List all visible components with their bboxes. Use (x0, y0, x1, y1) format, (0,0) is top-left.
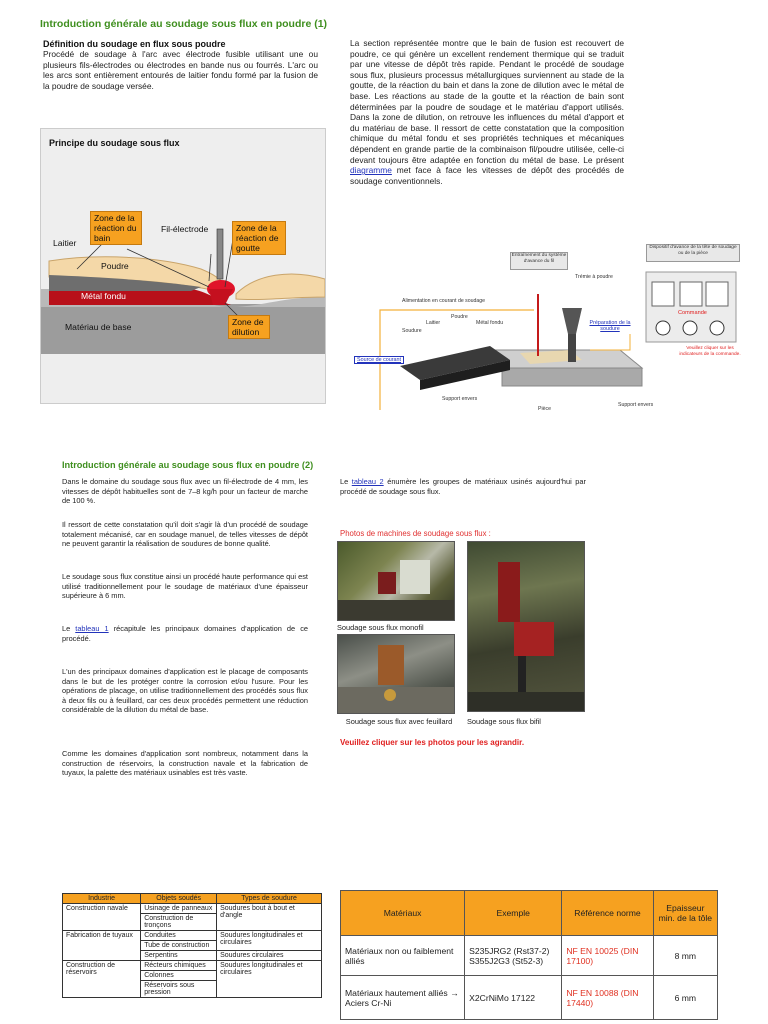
section1-title: Introduction générale au soudage sous flux en poudre (1) (40, 18, 328, 30)
t1-cell: Serpentins (141, 951, 217, 961)
t1-header: Industrie (63, 894, 141, 904)
soudure-label: Soudure (402, 328, 422, 334)
t2-header: Référence norme (562, 891, 653, 936)
section2-title: Introduction générale au soudage sous flux en poudre (2) (62, 460, 314, 470)
right-text-b: met face à face les vitesses de dépôt des procédés de soudage conventionnels. (350, 165, 624, 186)
part2-p4 (62, 624, 308, 643)
t1-cell: Soudures bout à bout et d'angle (217, 904, 322, 931)
t1-cell: Tube de construction (141, 941, 217, 951)
t2-cell: Matériaux non ou faiblement alliés (341, 936, 465, 976)
table-row (341, 976, 718, 1020)
part2-p6: Comme les domaines d'application sont nombreux, notamment dans la construction de réservoirs, la construction navale et la fabrication de tuyaux, la palette des matériaux usinables est très vaste. (62, 749, 308, 778)
t2-cell: S235JRG2 (Rst37-2) S355J2G3 (St52-3) (465, 936, 562, 976)
t2-header: Matériaux (341, 891, 465, 936)
t2-header: Epaisseur min. de la tôle (653, 891, 717, 936)
t1-cell: Soudures circulaires (217, 951, 322, 961)
photo-monofil-detail (338, 542, 454, 620)
photo-feuillard[interactable] (337, 634, 455, 714)
click-photos-note: Veuillez cliquer sur les photos pour les agrandir. (340, 738, 525, 747)
table1 (62, 893, 322, 998)
tableau2-link[interactable]: tableau 2 (351, 477, 384, 486)
t2-cell-ref: NF EN 10088 (DIN 17440) (562, 976, 653, 1020)
entrainement-label: Entraînement du système d'avance du fil (510, 252, 568, 270)
zone-goutte-label: Zone de la réaction de goutte (232, 221, 286, 255)
photo-feuillard-detail (338, 635, 454, 713)
t1-header: Objets soudés (141, 894, 217, 904)
materiau-base-label: Matériau de base (65, 322, 132, 332)
caption-bifil: Soudage sous flux bifil (467, 717, 541, 726)
definition-text: Procédé de soudage à l'arc avec électrode fusible utilisant une ou plusieurs fils-électrodes ou électrodes en bande nus ou fourrés. L'arc ou les arcs sont entièrement entourés de laitier fondu formé par la fusion de la poudre de soudage versée. (43, 49, 318, 91)
t2-cell-ref: NF EN 10025 (DIN 17100) (562, 936, 653, 976)
metal-fondu-machine-label: Métal fondu (476, 320, 504, 326)
photo-bifil[interactable] (467, 541, 585, 712)
table-row (63, 931, 322, 941)
r1-pre: Le (340, 477, 352, 486)
photo-bifil-detail (468, 542, 584, 711)
t1-cell: Colonnes (141, 971, 217, 981)
t2-header: Exemple (465, 891, 562, 936)
part2-right-text (340, 477, 586, 496)
t1-cell: Construction de réservoirs (63, 961, 141, 998)
materials-table (340, 890, 718, 1020)
weld-cross-section (41, 129, 325, 403)
t2-cell: X2CrNiMo 17122 (465, 976, 562, 1020)
t1-header: Types de soudure (217, 894, 322, 904)
alimentation-label: Alimentation en courant de soudage (402, 298, 486, 304)
caption-monofil: Soudage sous flux monofil (337, 623, 424, 632)
support-envers-2: Support envers (618, 402, 654, 408)
part2-p3: Le soudage sous flux constitue ainsi un procédé haute performance qui est utilisé traditionnellement pour le soudage de matériaux d'une épaisseur supérieure à 6 mm. (62, 572, 308, 601)
t1-cell: Soudures longitudinales et circulaires (217, 961, 322, 998)
t1-cell: Soudures longitudinales et circulaires (217, 931, 322, 951)
principle-diagram (40, 128, 326, 404)
table-row (63, 904, 322, 914)
definition-title: Définition du soudage en flux sous poudre (43, 39, 226, 49)
t1-cell: Conduites (141, 931, 217, 941)
poudre-machine-label: Poudre (451, 314, 468, 320)
t1-cell: Récteurs chimiques (141, 961, 217, 971)
preparation-link[interactable]: Préparation de la soudure (589, 320, 631, 332)
diagram-title: Principe du soudage sous flux (49, 138, 180, 148)
diagramme-link[interactable]: diagramme (350, 165, 392, 176)
t2-cell: 8 mm (653, 936, 717, 976)
piece-label: Pièce (538, 406, 551, 412)
commande-label: Commande (678, 310, 707, 316)
machine-diagram (350, 238, 742, 414)
commande-note: Veuillez cliquer sur les indicateurs de la commande. (679, 346, 741, 357)
section1-right-text (350, 38, 624, 186)
metal-fondu-label: Métal fondu (81, 291, 126, 301)
t1-cell: Construction navale (63, 904, 141, 931)
t1-cell: Usinage de panneaux (141, 904, 217, 914)
right-text-a: La section représentée montre que le bain de fusion est recouvert de poudre, ce qui génère un excellent rendement thermique qui se traduit par une vitesse de dépôt très rapide. Pendant le procédé de soudage sous flux, plusieurs processus métallurgiques surviennent au stade de la goutte, de la réaction du bain et dans la zone de dilution avec le métal de base. Les réactions au stade de la goutte et la réaction de bain sont déterminées par la poudre de soudage et le matériau d'apport utilisés. Dans la zone de dilution, on retrouve les influences du métal d'apport et du matériau de base. Il ressort de cette constatation que la composition chimique du métal fondu et ses propriétés techniques et mécaniques dépendent en grande partie de la combinaison fil/poudre utilisée, celle-ci devant toujours être adaptée en fonction du métal de base. Le présent (350, 38, 624, 165)
caption-feuillard: Soudage sous flux avec feuillard (345, 717, 453, 726)
zone-bain-label: Zone de la réaction du bain (90, 211, 142, 245)
photos-title: Photos de machines de soudage sous flux : (340, 529, 491, 538)
table-row (63, 961, 322, 971)
tableau1-link[interactable]: tableau 1 (75, 624, 109, 633)
p4-post: récapitule les principaux domaines d'application de ce procédé. (62, 624, 308, 643)
t1-cell: Fabrication de tuyaux (63, 931, 141, 961)
fil-electrode-label: Fil-électrode (161, 224, 209, 234)
table2 (340, 890, 718, 1020)
laitier-label: Laitier (53, 238, 77, 248)
p4-pre: Le (62, 624, 76, 633)
part2-p5: L'un des principaux domaines d'application est le placage de composants dans le but de les protéger contre la corrosion et/ou l'usure. Pour les opérations de placage, on utilise traditionnellement des procédés sous flux à deux fils ou à feuillard, car ces deux procédés permettent une réduction considérable de la dilution du métal de base. (62, 667, 308, 715)
t2-cell: Matériaux hautement alliés → Aciers Cr-Ni (341, 976, 465, 1020)
part2-p2: Il ressort de cette constatation qu'il doit s'agir là d'un procédé de soudage totalement mécanisé, car en soudage manuel, de telles vitesses de dépôt ne peuvent garantir la réalisation de soudures de bonne qualité. (62, 520, 308, 549)
laitier-machine-label: Laitier (426, 320, 441, 326)
r1-post: énumère les groupes de matériaux usinés aujourd'hui par procédé de soudage sous flux. (340, 477, 586, 496)
industry-table (62, 893, 322, 998)
table-row (341, 936, 718, 976)
dispositif-label: Dispositif d'avance de la tête de soudage ou de la pièce (646, 244, 740, 262)
support-envers-1: Support envers (442, 396, 478, 402)
t1-cell: Construction de tronçons (141, 914, 217, 931)
photo-monofil[interactable] (337, 541, 455, 621)
zone-dilution-label: Zone de dilution (228, 315, 270, 339)
poudre-label: Poudre (101, 261, 129, 271)
t1-cell: Réservoirs sous pression (141, 981, 217, 998)
part2-p1: Dans le domaine du soudage sous flux avec un fil-électrode de 4 mm, les vitesses de dépôt habituelles sont de 7–8 kg/h pour un facteur de marche de 100 %. (62, 477, 308, 506)
tremie-label: Trémie à poudre (575, 274, 613, 280)
t2-cell: 6 mm (653, 976, 717, 1020)
source-courant-link[interactable]: Source de courant (354, 356, 404, 364)
